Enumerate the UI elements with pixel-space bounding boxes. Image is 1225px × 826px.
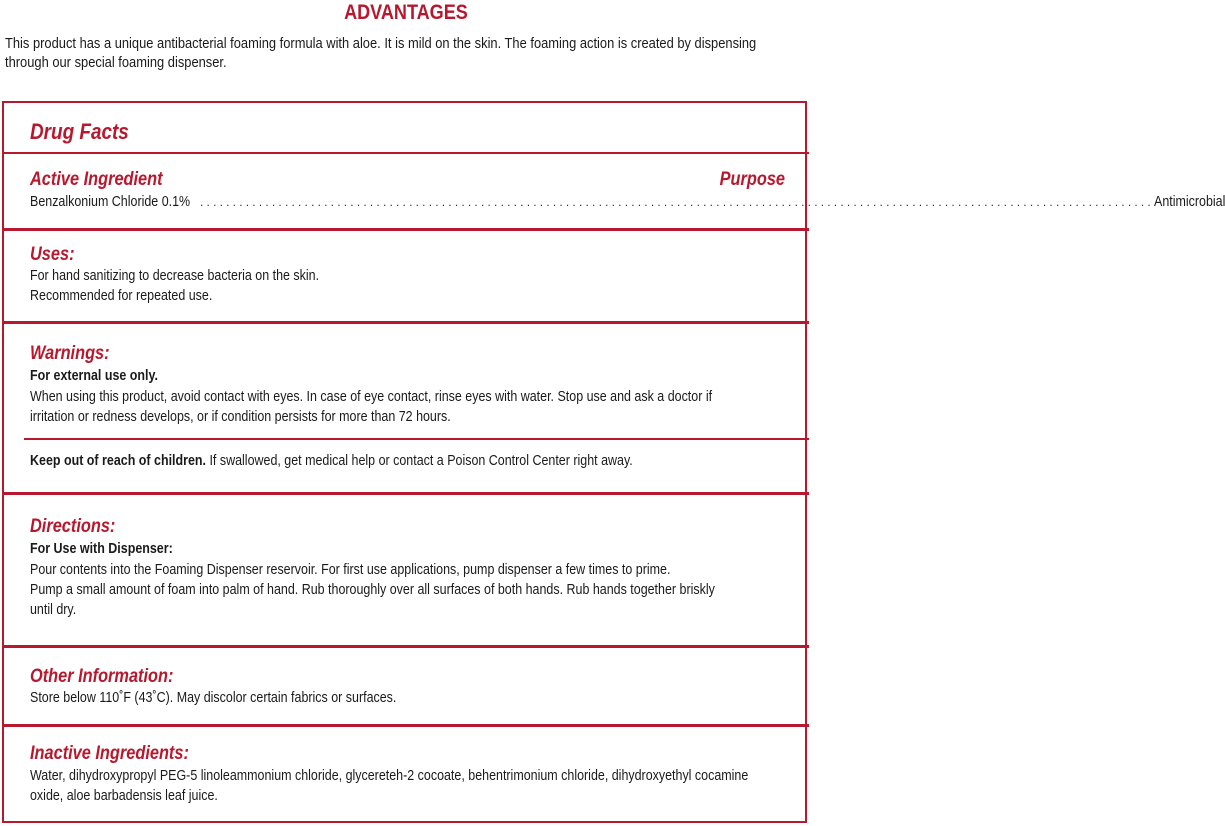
advantages-text [5,34,879,72]
warnings-heading: Warnings: [30,343,110,364]
uses-heading: Uses: [30,244,75,265]
directions-heading: Directions: [30,516,116,537]
drug-facts-title: Drug Facts [30,119,129,144]
children-warning-bold: Keep out of reach of children. [30,453,206,469]
inactive-ingredients-line-2: oxide, aloe barbadensis leaf juice. [30,788,218,804]
inactive-ingredients-heading: Inactive Ingredients: [30,743,189,764]
external-use-warning: For external use only. [30,368,158,384]
drug-facts-panel [2,101,1225,823]
divider [4,321,809,324]
dot-leader: .................................................................................................................................................. [200,195,1154,209]
directions-subheading: For Use with Dispenser: [30,541,173,557]
warnings-line-2: irritation or redness develops, or if condition persists for more than 72 hours. [30,409,451,425]
active-ingredient-row [30,192,1225,212]
uses-line-1: For hand sanitizing to decrease bacteria on the skin. [30,268,320,284]
purpose-heading: Purpose [719,169,785,190]
directions-line-2: Pump a small amount of foam into palm of hand. Rub thoroughly over all surfaces of both hands. Rub hands together briskly [30,582,715,598]
divider [24,438,809,440]
divider [4,724,809,727]
active-ingredient-name: Benzalkonium Chloride 0.1% [30,194,191,210]
children-warning [30,451,731,471]
advantages-line-2: through our special foaming dispenser. [5,54,227,71]
directions-line-1: Pour contents into the Foaming Dispenser reservoir. For first use applications, pump dispenser a few times to prime. [30,562,671,578]
divider [4,152,809,154]
purpose-value: Antimicrobial [1153,194,1225,210]
advantages-line-1: This product has a unique antibacterial foaming formula with aloe. It is mild on the skin. The foaming action is created by dispensing [5,35,757,52]
divider [4,228,809,231]
children-warning-text: If swallowed, get medical help or contact a Poison Control Center right away. [209,453,633,469]
uses-line-2: Recommended for repeated use. [30,288,213,304]
other-information-heading: Other Information: [30,666,174,687]
other-information-text: Store below 110˚F (43˚C). May discolor certain fabrics or surfaces. [30,690,397,706]
inactive-ingredients-line-1: Water, dihydroxypropyl PEG-5 linoleammonium chloride, glycereteh-2 cocoate, behentrimonium chloride, dihydroxyethyl cocamine [30,768,749,784]
warnings-line-1: When using this product, avoid contact with eyes. In case of eye contact, rinse eyes with water. Stop use and ask a doctor if [30,389,713,405]
divider [4,645,809,648]
directions-line-3: until dry. [30,602,77,618]
advantages-title: ADVANTAGES [343,1,468,24]
active-ingredient-heading: Active Ingredient [30,169,163,190]
divider [4,492,809,495]
